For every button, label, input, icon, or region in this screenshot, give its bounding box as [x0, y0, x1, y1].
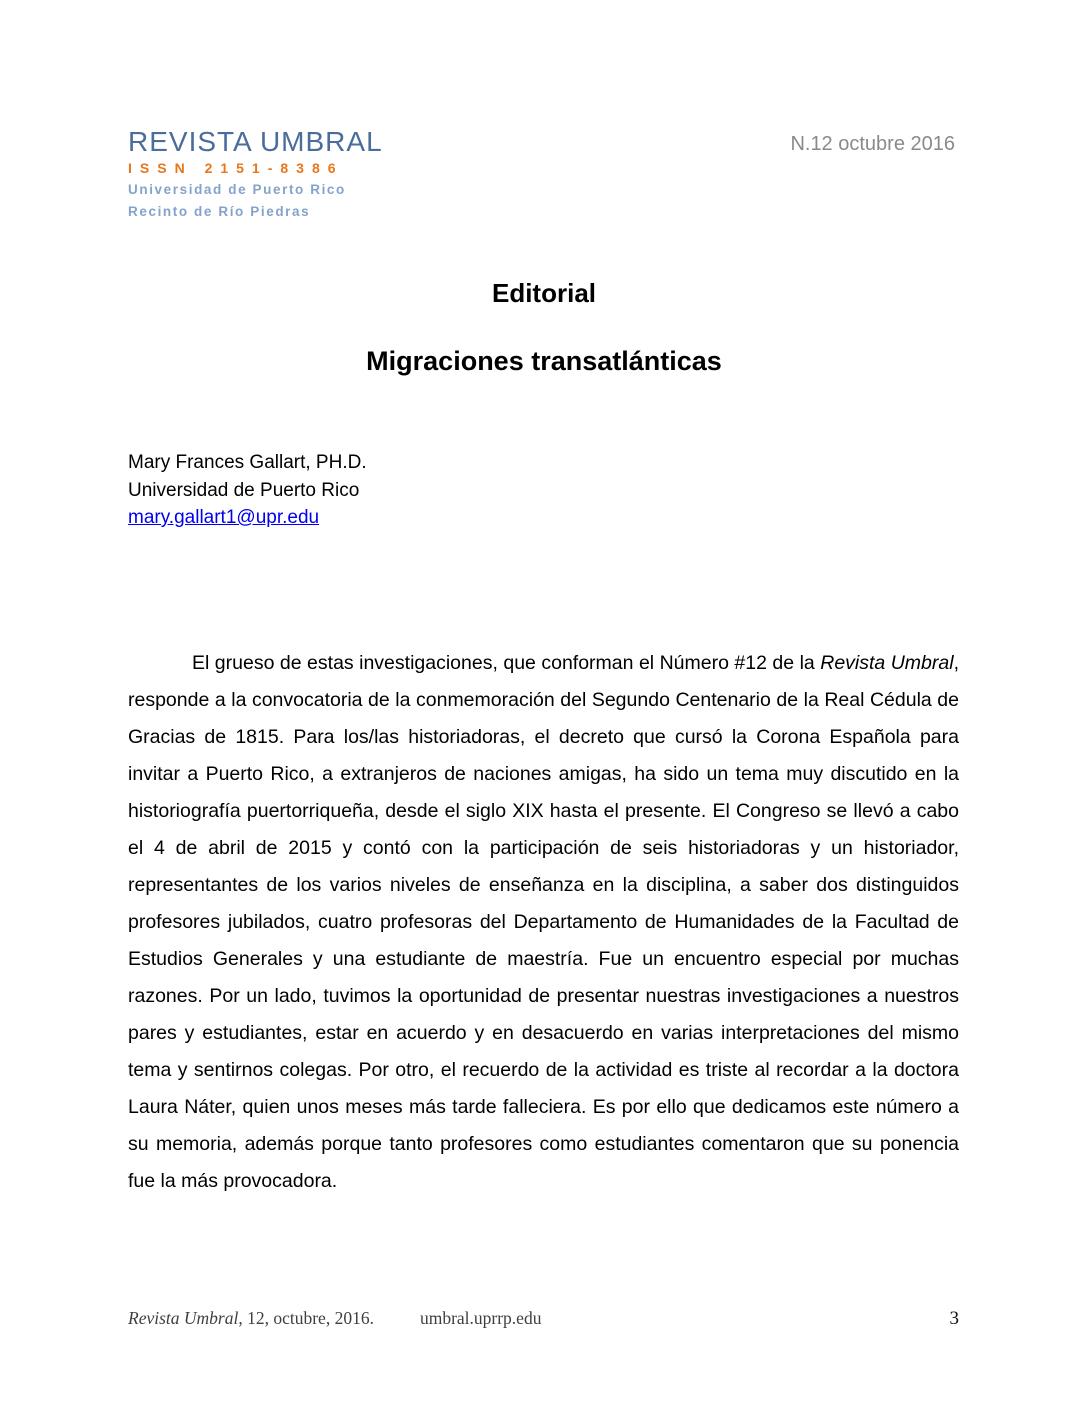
page-number: 3 [949, 1308, 959, 1329]
footer-left [128, 1308, 541, 1329]
author-name: Mary Frances Gallart, PH.D. [128, 452, 367, 473]
author-affiliation: Universidad de Puerto Rico [128, 479, 360, 501]
journal-university: Universidad de Puerto Rico [128, 182, 346, 197]
journal-issn: ISSN 2151-8386 [128, 160, 344, 176]
author-email-link[interactable]: mary.gallart1@upr.edu [128, 507, 320, 528]
author-block [128, 449, 367, 532]
journal-logo-title: REVISTA UMBRAL [128, 126, 383, 157]
footer-citation: Revista Umbral, 12, octubre, 2016. [128, 1308, 374, 1328]
journal-logo [128, 128, 383, 218]
section-title: Editorial [491, 278, 596, 308]
author-email-row [128, 504, 367, 532]
editorial-paragraph: El grueso de estas investigaciones, que conforman el Número #12 de la Revista Umbral, responde a la convocatoria de la conmemoración del Segundo Centenario de la Real Cédula de Gracias de 1815. Para los/las historiadoras, el decreto que cursó la Corona Española para invitar a Puerto Rico, a extranjeros de naciones amigas, ha sido un tema muy discutido en la historiografía puertorriqueña, desde el siglo XIX hasta el presente. El Congreso se llevó a cabo el 4 de abril de 2015 y contó con la participación de seis historiadoras y un historiador, representantes de los varios niveles de enseñanza en la disciplina, a saber dos distinguidos profesores jubilados, cuatro profesoras del Departamento de Humanidades de la Facultad de Estudios Generales y una estudiante de maestría. Fue un encuentro especial por muchas razones. Por un lado, tuvimos la oportunidad de presentar nuestras investigaciones a nuestros pares y estudiantes, estar en acuerdo y en desacuerdo en varias interpretaciones del mismo tema y sentirnos colegas. Por otro, el recuerdo de la actividad es triste al recordar a la doctora Laura Náter, quien unos meses más tarde falleciera. Es por ello que dedicamos este número a su memoria, además porque tanto profesores como estudiantes comentaron que su ponencia fue la más provocadora. [128, 652, 959, 1192]
journal-campus: Recinto de Río Piedras [128, 203, 311, 219]
article-title: Migraciones transatlánticas [366, 346, 722, 376]
page-footer [128, 1308, 959, 1330]
issue-label: N.12 octubre 2016 [790, 133, 955, 155]
footer-site-url: umbral.uprrp.edu [419, 1308, 542, 1328]
